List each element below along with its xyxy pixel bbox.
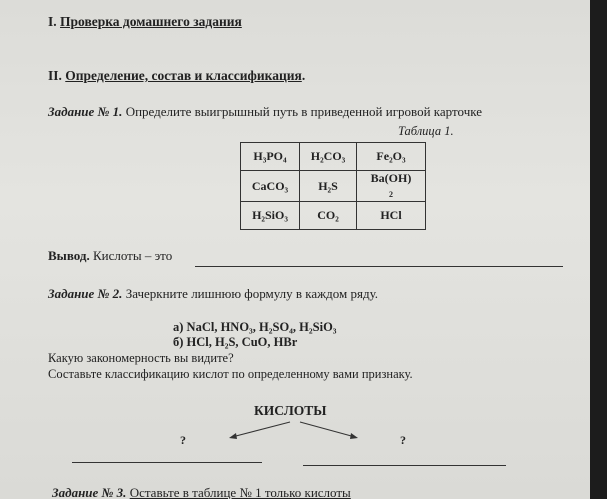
table-caption: Таблица 1.: [398, 124, 454, 138]
section-2-title: Определение, состав и классификация: [65, 68, 302, 83]
scheme-right-blank-line: [303, 465, 506, 466]
task-1-text: Определите выигрышный путь в приведенной игровой карточке: [125, 104, 482, 119]
table-cell: H₂SiO₃: [241, 202, 300, 230]
table-cell: H₂CO₃: [300, 143, 357, 171]
task-2-label: Задание № 2.: [48, 286, 123, 301]
task-2-question-2: Составьте классификацию кислот по определенному вами признаку.: [48, 367, 413, 381]
section-1-title: Проверка домашнего задания: [60, 14, 242, 29]
arrow-right-head: [350, 433, 358, 439]
task-1-label: Задание № 1.: [48, 104, 123, 119]
scheme-left-mark: ?: [180, 433, 186, 447]
table-cell: H₂S: [300, 171, 357, 202]
table-cell-index: 2: [389, 190, 393, 199]
scheme-root: КИСЛОТЫ: [254, 403, 327, 418]
task-2-option-a: а) NaCl, HNO₃, H₂SO₄, H₂SiO₃: [173, 320, 337, 334]
task-2-option-b: б) HCl, H₂S, CuO, HBr: [173, 335, 298, 349]
scheme-left-blank-line: [72, 462, 262, 463]
task-3-text: Оставьте в таблице № 1 только кислоты: [129, 485, 351, 499]
arrow-left-head: [229, 433, 237, 439]
task-3-label: Задание № 3.: [52, 485, 127, 499]
table-cell-formula: Ba(OH): [370, 171, 412, 185]
table-cell: H₃PO₄: [241, 143, 300, 171]
task-3: [52, 485, 351, 499]
table-cell: CO₂: [300, 202, 357, 230]
table-cell: Fe₂O₃: [357, 143, 426, 171]
task-2-question-1: Какую закономерность вы видите?: [48, 351, 234, 365]
scheme-right-mark: ?: [400, 433, 406, 447]
conclusion-label: Вывод.: [48, 248, 90, 263]
table-cell: HCl: [357, 202, 426, 230]
arrow-right-line: [300, 422, 355, 437]
arrow-left-line: [232, 422, 290, 437]
conclusion-text: Кислоты – это: [92, 248, 173, 263]
section-1-number: I.: [48, 14, 57, 29]
table-cell: CaCO₃: [241, 171, 300, 202]
section-2-number: II.: [48, 68, 62, 83]
task-2-text: Зачеркните лишнюю формулу в каждом ряду.: [125, 286, 379, 301]
section-2-dot: .: [301, 68, 306, 83]
